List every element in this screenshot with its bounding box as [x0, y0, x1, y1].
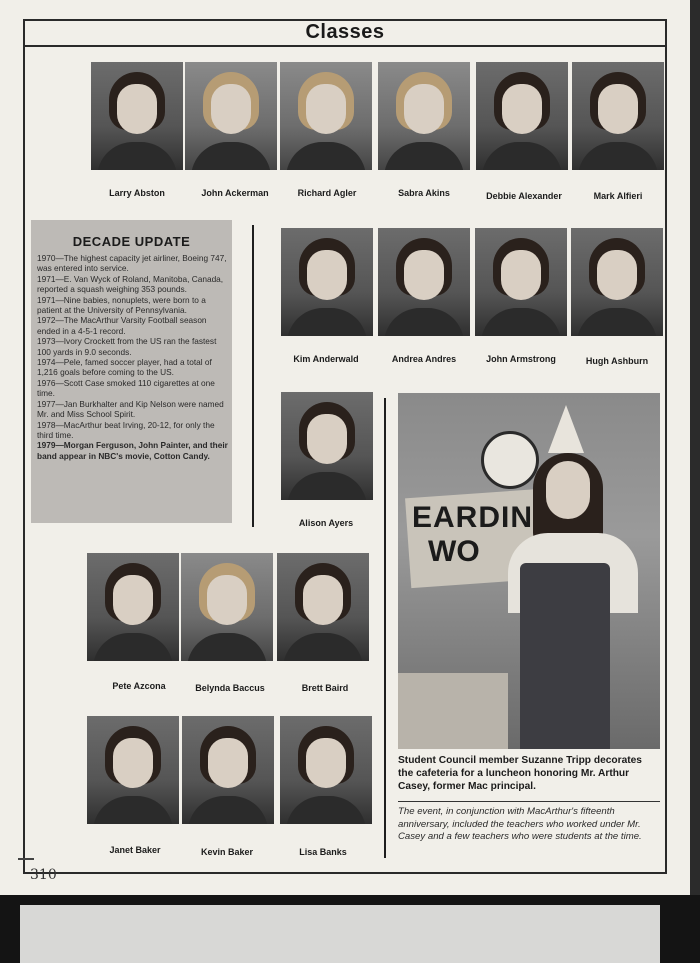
portrait-photo [181, 553, 273, 661]
portrait-photo [476, 62, 568, 170]
banner-text: WO [428, 535, 480, 568]
decade-update-heading: DECADE UPDATE [72, 234, 191, 249]
portrait-photo [87, 716, 179, 824]
portrait-photo [87, 553, 179, 661]
student-name: John Ackerman [201, 188, 269, 198]
student-name: Sabra Akins [398, 188, 450, 198]
student-name: Belynda Baccus [195, 683, 265, 693]
student-name: John Armstrong [486, 354, 556, 364]
decade-update-box [31, 220, 232, 523]
portrait-photo [281, 228, 373, 336]
student-name: Larry Abston [109, 188, 165, 198]
decade-entry: 1972—The MacArthur Varsity Football season ended in a 4-5-1 record. [37, 315, 207, 336]
portrait-photo [475, 228, 567, 336]
divider-line [252, 225, 254, 527]
divider-line [384, 398, 386, 858]
student-name: Janet Baker [109, 845, 161, 855]
student-name: Brett Baird [301, 683, 349, 693]
portrait-photo [280, 62, 372, 170]
portrait-photo [277, 553, 369, 661]
student-name: Mark Alfieri [593, 191, 643, 201]
student-name: Richard Agler [297, 188, 357, 198]
caption-divider [398, 801, 660, 802]
portrait-photo [571, 228, 663, 336]
decade-entry: 1974—Pele, famed soccer player, had a total of 1,216 goals before coming to the US. [37, 357, 212, 378]
portrait-photo [572, 62, 664, 170]
student-name: Lisa Banks [299, 847, 347, 857]
student-name: Pete Azcona [112, 681, 166, 691]
student-name: Alison Ayers [298, 518, 354, 528]
portrait-photo [91, 62, 183, 170]
clock-icon [481, 431, 539, 489]
photo-subcaption: The event, in conjunction with MacArthur's fifteenth anniversary, included the teachers who worked under Mr. Casey and a few teachers who were students at the time. [398, 806, 642, 842]
photo-caption: Student Council member Suzanne Tripp decorates the cafeteria for a luncheon honoring Mr. Arthur Casey, former Mac principal. [398, 755, 642, 792]
page-title: Classes [305, 21, 385, 43]
decade-entry: 1979—Morgan Ferguson, John Painter, and their band appear in NBC's movie, Cotton Candy. [37, 440, 228, 461]
decade-update-list [37, 253, 229, 461]
portrait-photo [182, 716, 274, 824]
decade-entry: 1976—Scott Case smoked 110 cigarettes at one time. [37, 377, 215, 399]
decade-entry: 1973—Ivory Crockett from the US ran the fastest 100 yards in 9.0 seconds. [37, 336, 217, 357]
event-photo [398, 393, 660, 749]
banner-text: EARDIN [412, 501, 534, 534]
portrait-photo [378, 228, 470, 336]
student-name: Debbie Alexander [486, 191, 562, 201]
book-spine [690, 0, 700, 895]
decade-entry: 1971—Nine babies, nonuplets, were born to a patient at the University of Pennsylvania. [37, 294, 206, 316]
decade-entry: 1971—E. Van Wyck of Roland, Manitoba, Canada, reported a squash weighing 353 pounds. [37, 273, 224, 295]
title-bar [23, 19, 667, 47]
portrait-photo [280, 716, 372, 824]
student-name: Kevin Baker [200, 847, 254, 857]
portrait-photo [185, 62, 277, 170]
student-name: Hugh Ashburn [585, 356, 649, 366]
portrait-photo [281, 392, 373, 500]
student-name: Andrea Andres [391, 354, 457, 364]
decade-entry: 1978—MacArthur beat Irving, 20-12, for only the third time. [37, 419, 215, 440]
portrait-photo [378, 62, 470, 170]
next-page-edge [20, 905, 660, 963]
page-number: 310 [30, 867, 57, 883]
decade-entry: 1970—The highest capacity jet airliner, Boeing 747, was entered into service. [37, 253, 227, 274]
decade-entry: 1977—Jan Burkhalter and Kip Nelson were named Mr. and Miss School Spirit. [37, 398, 224, 420]
handwritten-mark [18, 858, 34, 860]
student-name: Kim Anderwald [293, 354, 359, 364]
